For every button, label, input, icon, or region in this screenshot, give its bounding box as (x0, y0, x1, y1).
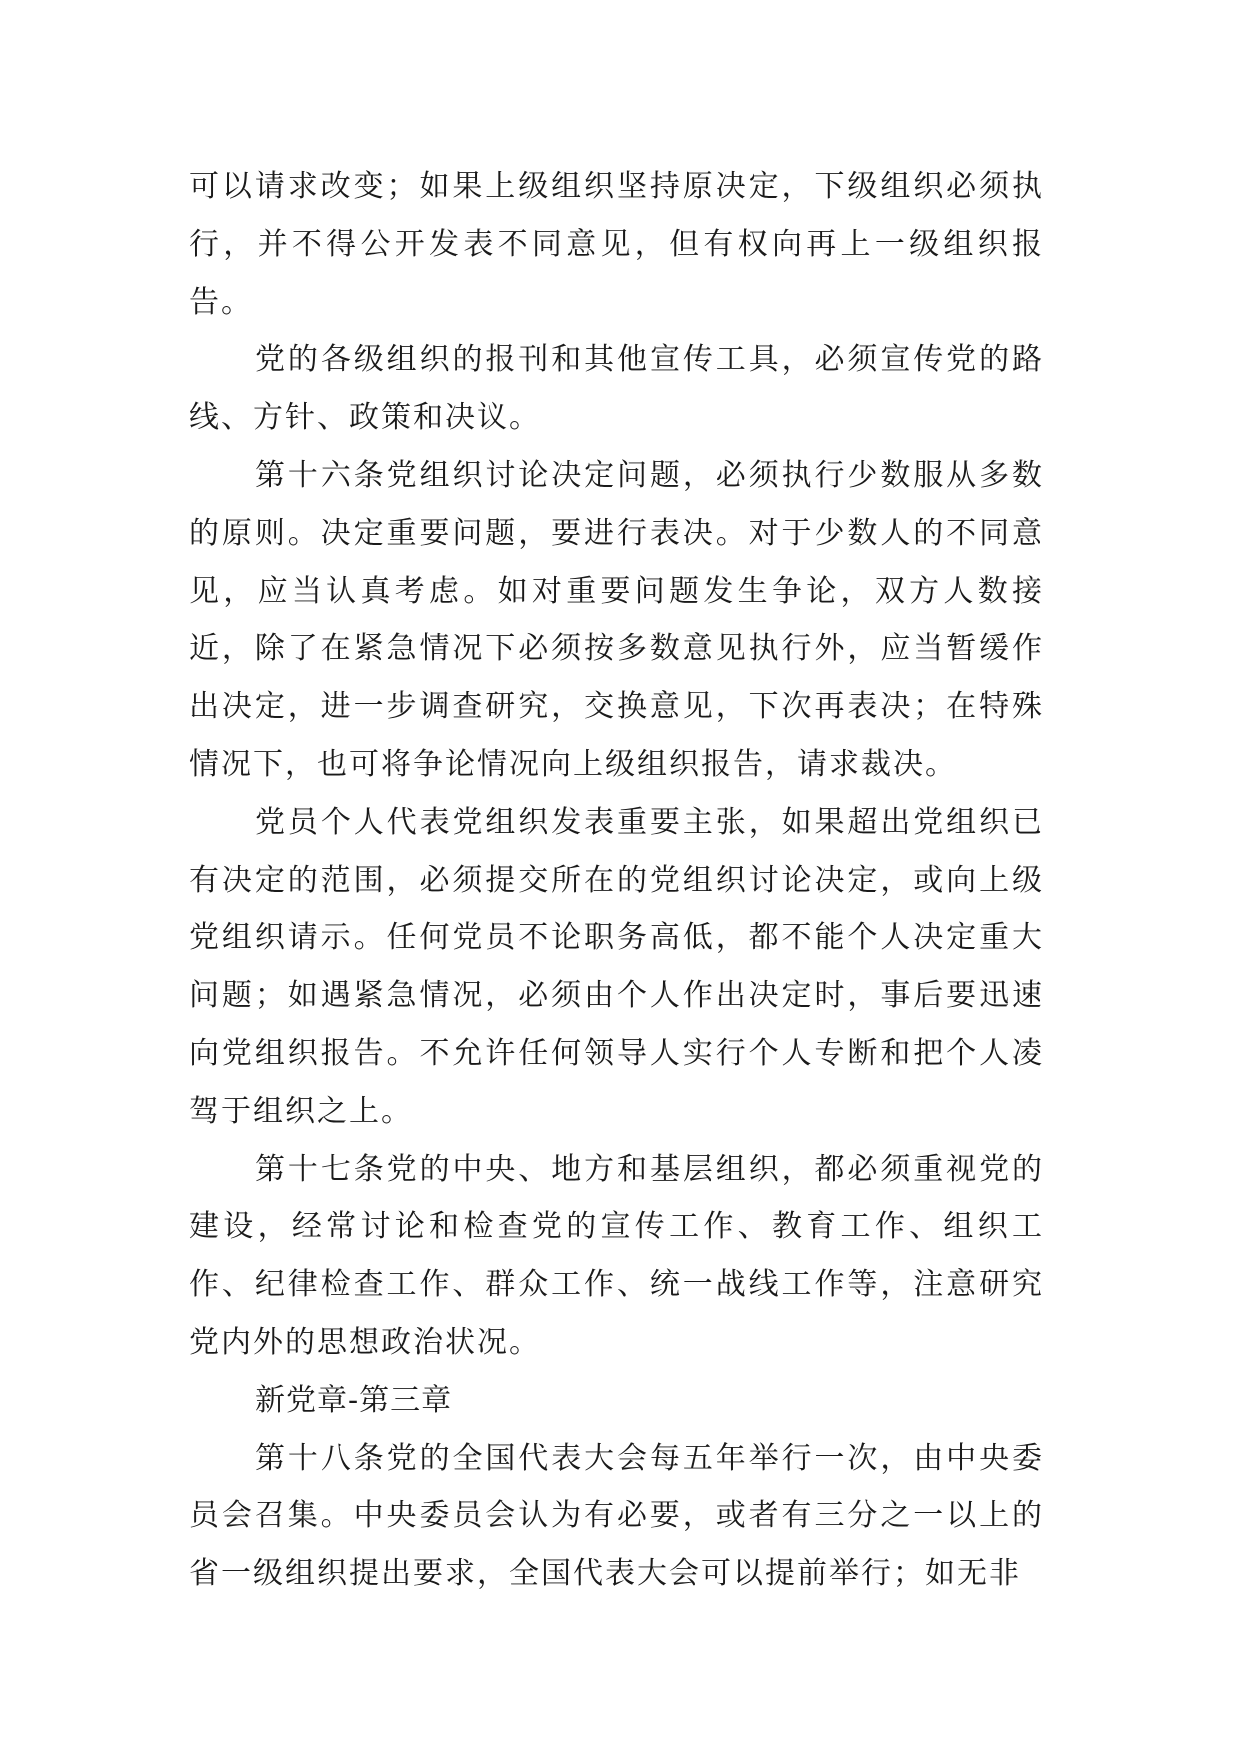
paragraph-propaganda: 党的各级组织的报刊和其他宣传工具，必须宣传党的路线、方针、政策和决议。 (189, 342, 1044, 436)
paragraph-article-16: 第十六条党组织讨论决定问题，必须执行少数服从多数的原则。决定重要问题，要进行表决。对于少数人的不同意见，应当认真考虑。如对重要问题发生争论，双方人数接近，除了在紧急情况下必须按多数意见执行外，应当暂缓作出决定，进一步调查研究，交换意见，下次再表决；在特殊情况下，也可将争论情况向上级组织报告，请求裁决。 (189, 457, 1044, 782)
paragraph-article-17: 第十七条党的中央、地方和基层组织，都必须重视党的建设，经常讨论和检查党的宣传工作、教育工作、组织工作、纪律检查工作、群众工作、统一战线工作等，注意研究党内外的思想政治状况。 (189, 1151, 1044, 1360)
paragraph-individual-member: 党员个人代表党组织发表重要主张，如果超出党组织已有决定的范围，必须提交所在的党组织讨论决定，或向上级党组织请示。任何党员不论职务高低，都不能个人决定重大问题；如遇紧急情况，必须由个人作出决定时，事后要迅速向党组织报告。不允许任何领导人实行个人专断和把个人凌驾于组织之上。 (189, 804, 1044, 1129)
section-heading-chapter-3: 新党章-第三章 (255, 1382, 453, 1418)
document-body (189, 158, 1044, 1603)
paragraph-article-18: 第十八条党的全国代表大会每五年举行一次，由中央委员会召集。中央委员会认为有必要，或者有三分之一以上的省一级组织提出要求，全国代表大会可以提前举行；如无非 (189, 1440, 1044, 1592)
paragraph-continuation: 可以请求改变；如果上级组织坚持原决定，下级组织必须执行，并不得公开发表不同意见，但有权向再上一级组织报告。 (189, 169, 1044, 320)
